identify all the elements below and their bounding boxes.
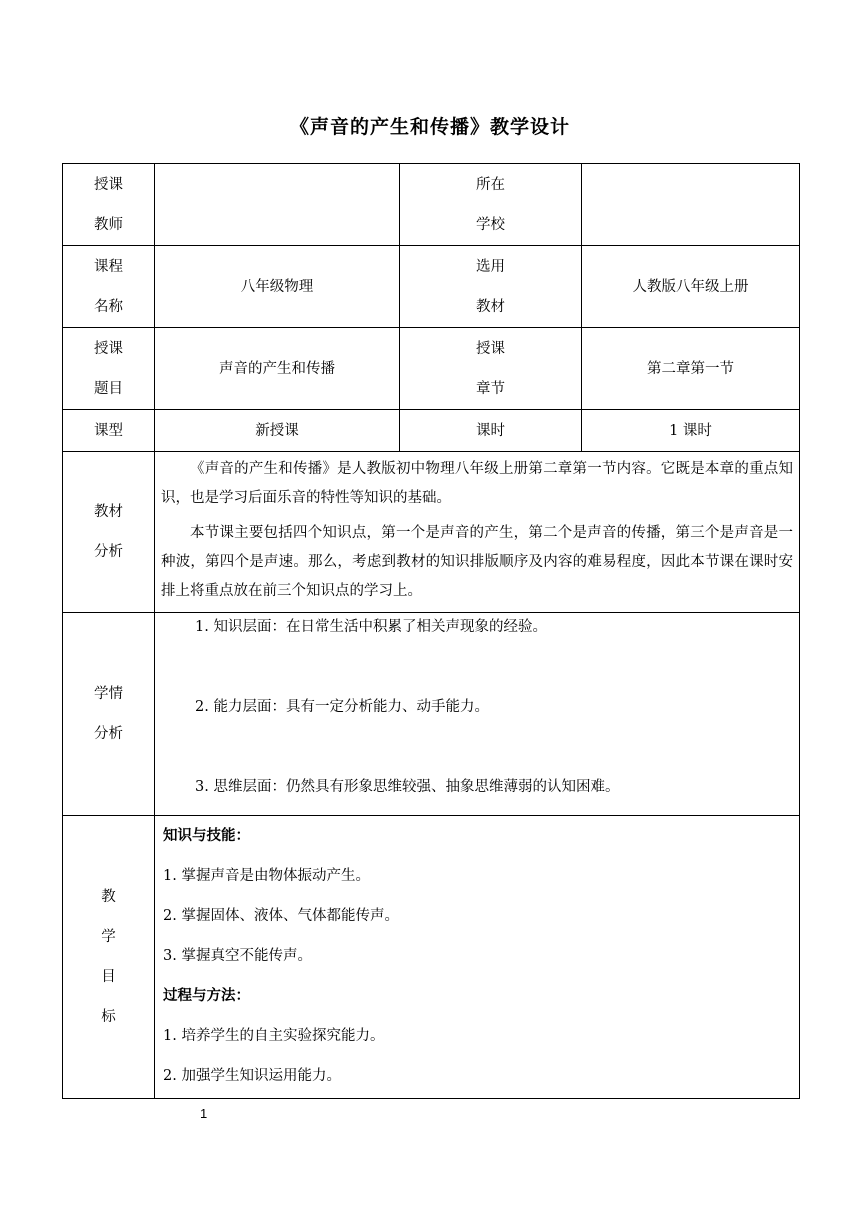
- cell-label: 标: [101, 1009, 116, 1025]
- table-row: [63, 816, 800, 1099]
- cell-label: 所在: [476, 176, 505, 193]
- teacher-label-cell: [63, 164, 155, 246]
- paragraph: 《声音的产生和传播》是人教版初中物理八年级上册第二章第一节内容。它既是本章的重点知识，也是学习后面乐音的特性等知识的基础。: [161, 461, 793, 506]
- course-label-cell: [63, 246, 155, 328]
- material-analysis-content: [155, 452, 800, 613]
- textbook-value-cell: 人教版八年级上册: [582, 246, 800, 328]
- table-row: [63, 164, 800, 246]
- cell-label: 授课: [94, 176, 123, 193]
- list-item: 2. 能力层面：具有一定分析能力、动手能力。: [195, 699, 489, 715]
- list-item: 2. 掌握固体、液体、气体都能传声。: [163, 908, 399, 924]
- cell-label: 授课: [94, 340, 123, 357]
- list-item: 1. 掌握声音是由物体振动产生。: [163, 868, 370, 884]
- cell-label: 学情: [94, 686, 123, 702]
- material-analysis-label-cell: [63, 452, 155, 613]
- course-value-cell: 八年级物理: [155, 246, 400, 328]
- student-analysis-content: [155, 613, 800, 816]
- cell-label: 目: [101, 969, 116, 985]
- school-label-cell: [400, 164, 582, 246]
- page-number: 1: [200, 1106, 208, 1121]
- table-row: [63, 246, 800, 328]
- cell-label: 分析: [94, 544, 123, 560]
- cell-label: 名称: [94, 298, 123, 315]
- list-item: 2. 加强学生知识运用能力。: [163, 1068, 341, 1084]
- teacher-value-cell: [155, 164, 400, 246]
- student-analysis-label-cell: [63, 613, 155, 816]
- topic-label-cell: [63, 328, 155, 410]
- table-row: [63, 328, 800, 410]
- hours-label-cell: 课时: [400, 410, 582, 452]
- section-heading: 知识与技能：: [163, 828, 250, 844]
- cell-label: 授课: [476, 340, 505, 357]
- cell-label: 教师: [94, 216, 123, 233]
- hours-value-cell: 1 课时: [582, 410, 800, 452]
- list-item: 1. 知识层面：在日常生活中积累了相关声现象的经验。: [195, 619, 547, 635]
- table-row: [63, 410, 800, 452]
- type-label-cell: 课型: [63, 410, 155, 452]
- lesson-plan-table: [62, 163, 800, 1099]
- cell-label: 课程: [94, 258, 123, 275]
- cell-label: 分析: [94, 726, 123, 742]
- paragraph: 本节课主要包括四个知识点，第一个是声音的产生，第二个是声音的传播，第三个是声音是一种波，第四个是声速。那么，考虑到教材的知识排版顺序及内容的难易程度，因此本节课在课时安排上将重点放在前三个知识点的学习上。: [161, 525, 793, 599]
- school-value-cell: [582, 164, 800, 246]
- list-item: 3. 思维层面：仍然具有形象思维较强、抽象思维薄弱的认知困难。: [195, 779, 620, 795]
- topic-value-cell: 声音的产生和传播: [155, 328, 400, 410]
- type-value-cell: 新授课: [155, 410, 400, 452]
- cell-label: 章节: [476, 380, 505, 397]
- teaching-goals-label-cell: [63, 816, 155, 1099]
- chapter-label-cell: [400, 328, 582, 410]
- chapter-value-cell: 第二章第一节: [582, 328, 800, 410]
- textbook-label-cell: [400, 246, 582, 328]
- cell-label: 学校: [476, 216, 505, 233]
- table-row: [63, 452, 800, 613]
- document-title: 《声音的产生和传播》教学设计: [289, 116, 570, 138]
- list-item: 1. 培养学生的自主实验探究能力。: [163, 1028, 385, 1044]
- cell-label: 选用: [476, 258, 505, 275]
- teaching-goals-content: [155, 816, 800, 1099]
- table-row: [63, 613, 800, 816]
- cell-label: 教: [101, 889, 116, 905]
- list-item: 3. 掌握真空不能传声。: [163, 948, 312, 964]
- cell-label: 教材: [94, 504, 123, 520]
- cell-label: 题目: [94, 380, 123, 397]
- cell-label: 教材: [476, 298, 505, 315]
- section-heading: 过程与方法：: [163, 988, 250, 1004]
- cell-label: 学: [101, 929, 116, 945]
